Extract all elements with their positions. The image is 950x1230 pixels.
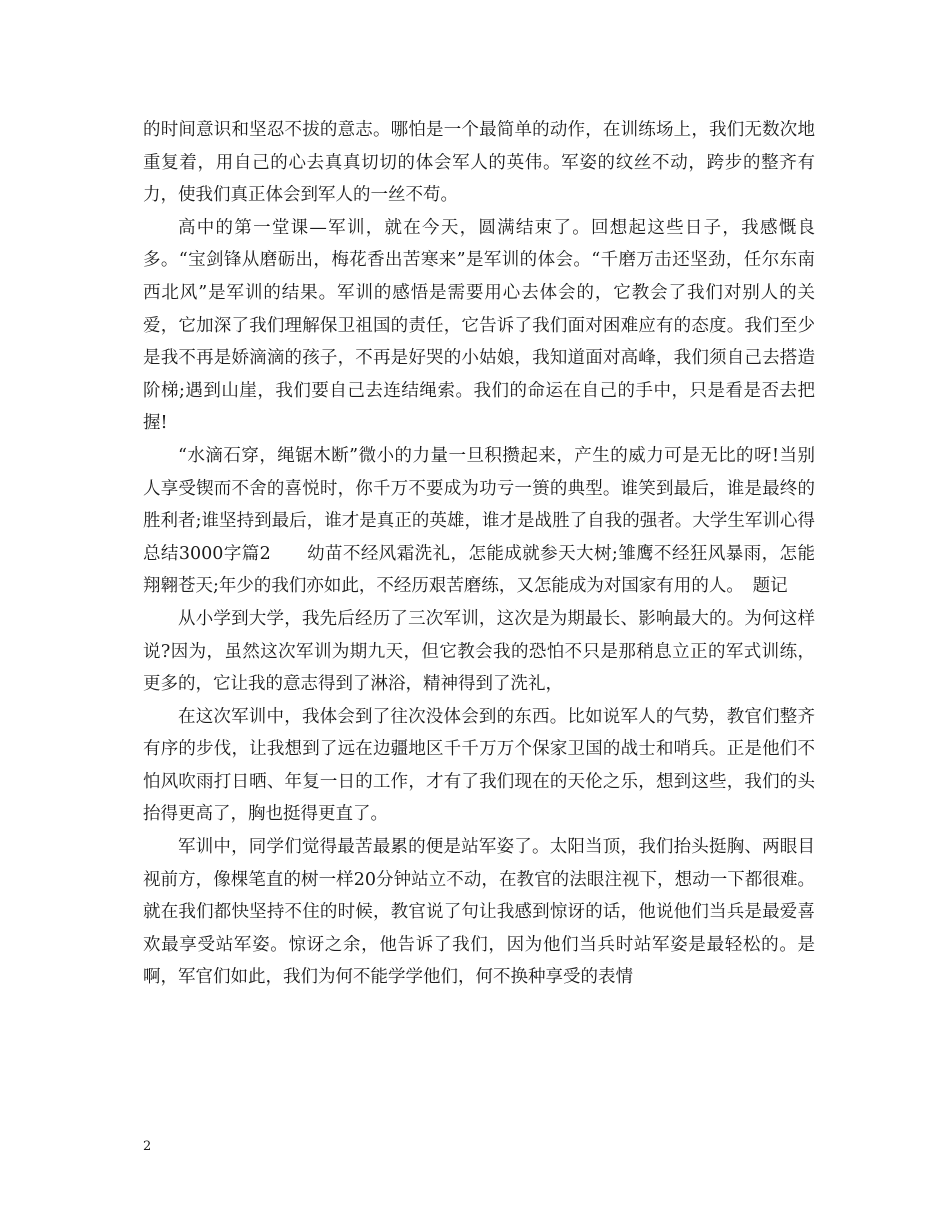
paragraph-2: 高中的第一堂课—军训，就在今天，圆满结束了。回想起这些日子，我感慨良多。“宝剑锋从磨砺出，梅花香出苦寒来”是军训的体会。“千磨万击还坚劲，任尔东南西北风”是军训的结果。军训的感悟是需要用心去体会的，它教会了我们对别人的关爱，它加深了我们理解保卫祖国的责任，它告诉了我们面对困难应有的态度。我们至少是我不再是娇滴滴的孩子，不再是好哭的小姑娘，我知道面对高峰，我们须自己去搭造阶梯;遇到山崖，我们要自己去连结绳索。我们的命运在自己的手中，只是看是否去把握! (143, 217, 815, 434)
page-number: 2 (143, 1139, 152, 1154)
document-body (143, 114, 815, 994)
paragraph-5: 在这次军训中，我体会到了往次没体会到的东西。比如说军人的气势，教官们整齐有序的步伐，让我想到了远在边疆地区千千万万个保家卫国的战士和哨兵。正是他们不怕风吹雨打日晒、年复一日的工作，才有了我们现在的天伦之乐，想到这些，我们的头抬得更高了，胸也挺得更直了。 (143, 706, 815, 825)
paragraph-4: 从小学到大学，我先后经历了三次军训，这次是为期最长、影响最大的。为何这样说?因为，虽然这次军训为期九天，但它教会我的恐怕不只是那稍息立正的军式训练，更多的，它让我的意志得到了淋浴，精神得到了洗礼， (143, 608, 815, 695)
paragraph-1: 的时间意识和坚忍不拔的意志。哪怕是一个最简单的动作，在训练场上，我们无数次地重复着，用自己的心去真真切切的体会军人的英伟。军姿的纹丝不动，跨步的整齐有力，使我们真正体会到军人的一丝不苟。 (143, 120, 815, 206)
paragraph-3: “水滴石穿，绳锯木断”微小的力量一旦积攒起来，产生的威力可是无比的呀!当别人享受锲而不舍的喜悦时，你千万不要成为功亏一篑的典型。谁笑到最后，谁是最终的胜利者;谁坚持到最后，谁才是真正的英雄，谁才是战胜了自我的强者。大学生军训心得总结3000字篇2 幼苗不经风霜洗礼，怎能成就参天大树;雏鹰不经狂风暴雨，怎能翔翱苍天;年少的我们亦如此，不经历艰苦磨练，又怎能成为对国家有用的人。 题记 (143, 445, 815, 597)
paragraph-6: 军训中，同学们觉得最苦最累的便是站军姿了。太阳当顶，我们抬头挺胸、两眼目视前方，像棵笔直的树一样20分钟站立不动，在教官的法眼注视下，想动一下都很难。就在我们都快坚持不住的时候，教官说了句让我感到惊讶的话，他说他们当兵是最爱喜欢最享受站军姿。惊讶之余，他告诉了我们，因为他们当兵时站军姿是最轻松的。是啊，军官们如此，我们为何不能学学他们，何不换种享受的表情 (143, 837, 815, 988)
